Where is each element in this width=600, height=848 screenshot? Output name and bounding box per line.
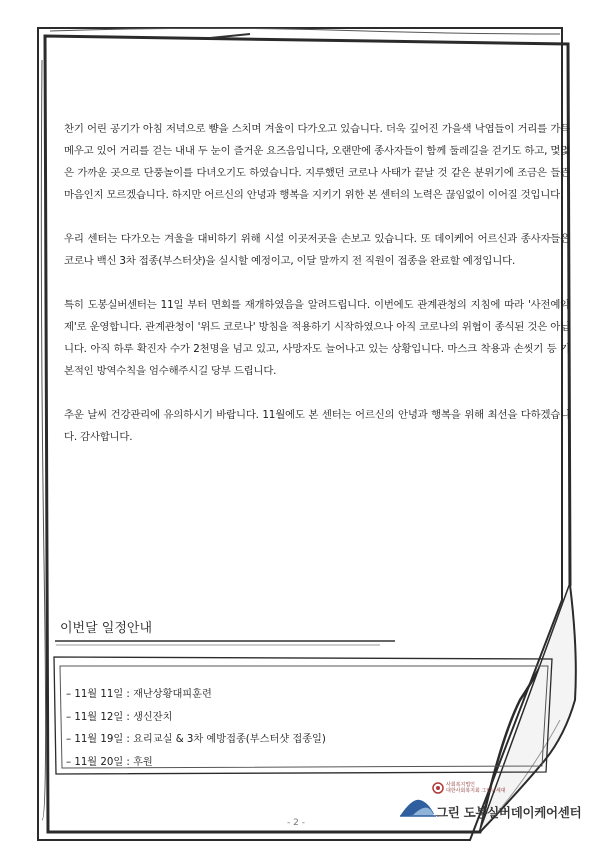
- letter-paragraph-1: 찬기 어린 공기가 아침 저녁으로 뺨을 스치며 겨울이 다가오고 있습니다. 더욱 깊어진 가을색 낙엽들이 거리를 가득 메우고 있어 거리를 걷는 내내 두 눈이 즐거운 요즈음입니다, 오랜만에 종사자들이 함께 둘레길을 걷기도 하고, 몇몇은 가까운 곳으로 단풍놀이를 다녀오기도 하였습니다. 지루했던 코로나 사태가 끝날 것 같은 분위기에 조금은 들뜬 마음인지 모르겠습니다. 하지만 어르신의 안녕과 행복을 지키기 위한 본 센터의 노력은 끊임없이 이어질 것입니다.: [64, 123, 570, 201]
- page-number: - 2 -: [287, 818, 305, 828]
- letter-body: [64, 118, 570, 470]
- schedule-list: [66, 684, 486, 774]
- schedule-item: – 11월 19일 : 요리교실 & 3차 예방접종(부스터샷 접종일): [66, 734, 326, 745]
- letter-paragraph-3: 특히 도봉실버센터는 11일 부터 면회를 재개하였음을 알려드립니다. 이번에도 관계관청의 지침에 따라 '사전예약제'로 운영합니다. 관계관청이 '위드 코로나' 방침을 적용하기 시작하였으나 아직 코로나의 위협이 종식된 것은 아닙니다. 아직 하루 확진자 수가 2천명을 넘고 있고, 사망자도 늘어나고 있는 상황입니다. 마스크 착용과 손씻기 등 기본적인 방역수칙을 엄수해주시길 당부 드립니다.: [64, 299, 570, 377]
- org-name: 그린 도봉실버데이케어센터: [436, 805, 582, 820]
- schedule-item: – 11월 11일 : 재난상황대피훈련: [66, 689, 212, 700]
- org-subtitle: 사회복지법인 대한사회복지회 그린너세대: [446, 782, 506, 794]
- schedule-item: – 11월 12일 : 생신잔치: [66, 711, 173, 723]
- schedule-title: 이번달 일정안내: [60, 621, 153, 636]
- letter-paragraph-4: 추운 날씨 건강관리에 유의하시기 바랍니다. 11월에도 본 센터는 어르신의 안녕과 행복을 위해 최선을 다하겠습니다. 감사합니다.: [64, 409, 570, 443]
- letter-paragraph-2: 우리 센터는 다가오는 겨울을 대비하기 위해 시설 이곳저곳을 손보고 있습니다. 또 데이케어 어르신과 종사자들은 코로나 백신 3차 접종(부스터샷)을 실시할 예정이고, 이달 말까지 전 직원이 접종을 완료할 예정입니다.: [64, 233, 570, 267]
- schedule-item: – 11월 20일 : 후원: [66, 756, 153, 768]
